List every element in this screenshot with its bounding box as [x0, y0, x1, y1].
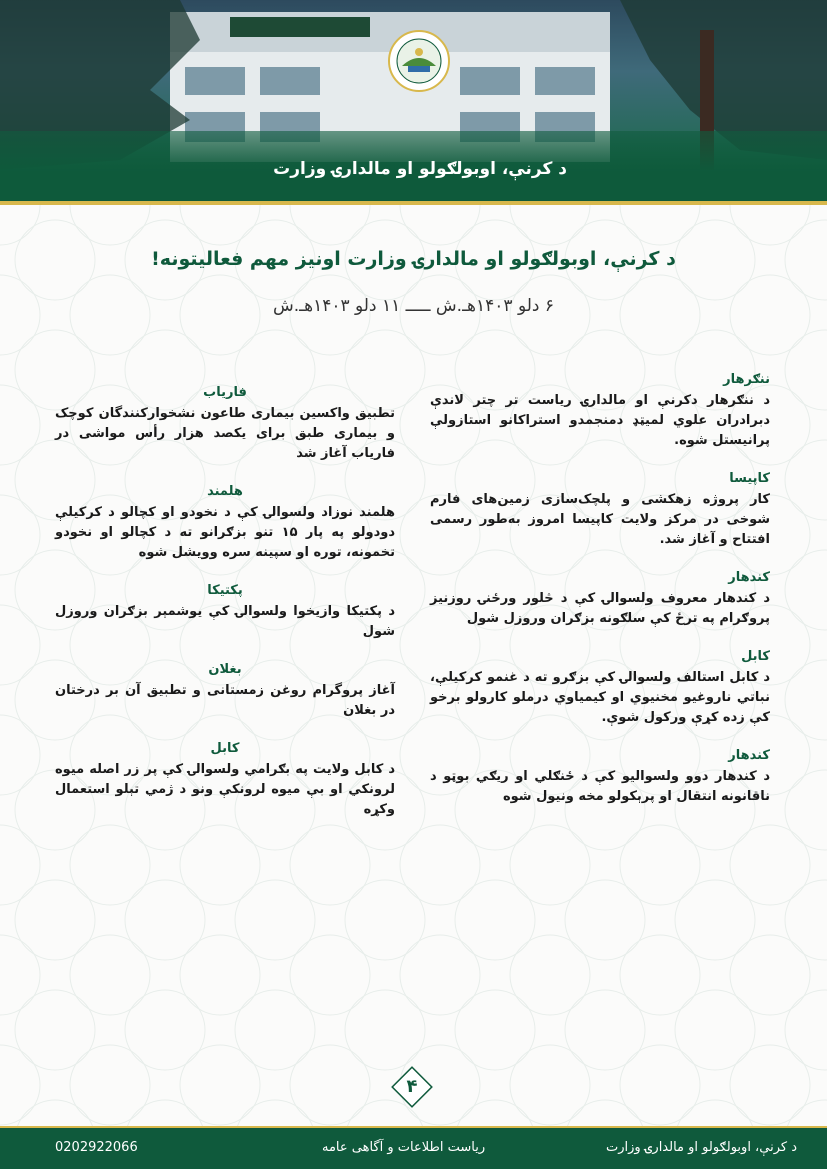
footer-department: ریاست اطلاعات و آگاهی عامه: [322, 1140, 486, 1155]
footer-phone: 0202922066: [55, 1140, 138, 1155]
activity-item: [55, 385, 395, 464]
header-gold-stripe: [0, 201, 827, 205]
activity-item: [430, 649, 770, 728]
page-number: ۴: [406, 1076, 418, 1097]
activity-province: فاریاب: [203, 385, 247, 400]
ministry-logo: [388, 30, 450, 92]
activity-item: [55, 484, 395, 563]
activity-province: کابل: [210, 741, 240, 756]
activity-text: آغاز پروگرام روغن زمستانی و تطبیق آن بر درختان در بغلان: [55, 683, 395, 718]
page-number-badge: [388, 1063, 436, 1111]
footer: [0, 1128, 827, 1169]
activity-province: ننګرهار: [723, 372, 770, 387]
main-title: د کرنې، اوبولګولو او مالدارۍ وزارت اونيز مهم فعالیتونه!: [151, 248, 676, 270]
activity-text: د پکتيکا وازيخوا ولسوالۍ کې يوشمېر بزګران وروزل شول: [55, 604, 395, 639]
activity-text: هلمند نوزاد ولسوالۍ کې د نخودو او کچالو د کرکيلې دودولو په پار ۱۵ تنو بزګرانو ته د کچالو او نخودو تخمونه، توره او سپينه سره وويشل شوه: [55, 505, 396, 560]
activity-text: تطبیق واکسین بیماری طاعون نشخوارکنندگان کوچک و بیماری طبق برای یکصد هزار رأس مواشی در فاریاب آغاز شد: [55, 406, 395, 461]
activity-province: کندهار: [728, 570, 770, 585]
right-column: [430, 372, 770, 827]
activity-province: بغلان: [208, 662, 242, 677]
activity-text: کار پروژه زهکشی و پلچک‌سازی زمین‌های فارم شوخی در مرکز ولایت کاپیسا امروز به‌طور رسمی افتتاح و آغاز شد.: [430, 492, 770, 547]
activity-item: [430, 471, 770, 550]
activity-item: [55, 741, 395, 820]
activity-text: د کابل ولايت په بګرامي ولسوالۍ کې پر زر اصله ميوه لرونکي او بې ميوه لرونکې ونو د ژمي تېلو استعمال وکړه: [55, 762, 395, 817]
activity-province: کاپیسا: [729, 471, 770, 486]
activity-text: د کابل استالف ولسوالۍ کې بزګرو ته د غنمو کرکيلې، نباتي ناروغيو مخنيوي او کيمياوي درملو کارولو برخو کې زده کړې ورکول شوې.: [430, 670, 770, 725]
activity-text: د کندهار دوو ولسواليو کې د ځنګلي او ريګي بوټو د ناقانونه انتقال او پرېکولو مخه ونيول شوه: [430, 769, 770, 804]
left-column: [55, 385, 395, 840]
activity-item: [430, 570, 770, 629]
activity-text: د کندهار معروف ولسوالۍ کې د څلور ورځنۍ روزنيز پروګرام په ترځ کې سلګونه بزګران وروزل شول: [430, 591, 770, 626]
activity-item: [430, 372, 770, 451]
footer-ministry: د کرنې، اوبولګولو او مالدارۍ وزارت: [605, 1140, 797, 1155]
header-title: د کرنې، اوبولګولو او مالدارۍ وزارت: [273, 159, 567, 179]
activity-item: [430, 748, 770, 807]
activity-item: [55, 583, 395, 642]
activity-province: کندهار: [728, 748, 770, 763]
activity-province: کابل: [741, 649, 770, 664]
activity-province: پکتیکا: [207, 583, 243, 598]
activity-text: د ننګرهار دکرنې او مالدارۍ رياست تر چتر لاندې دبرادران علوي لميټډ دمنجمدو استراکانو استازولې پرانيستل شوه.: [430, 393, 770, 448]
date-range: ۶ دلو ۱۴۰۳هـ.ش ـــــ ۱۱ دلو ۱۴۰۳هـ.ش: [272, 296, 555, 316]
activity-province: هلمند: [207, 484, 243, 499]
activity-item: [55, 662, 395, 721]
